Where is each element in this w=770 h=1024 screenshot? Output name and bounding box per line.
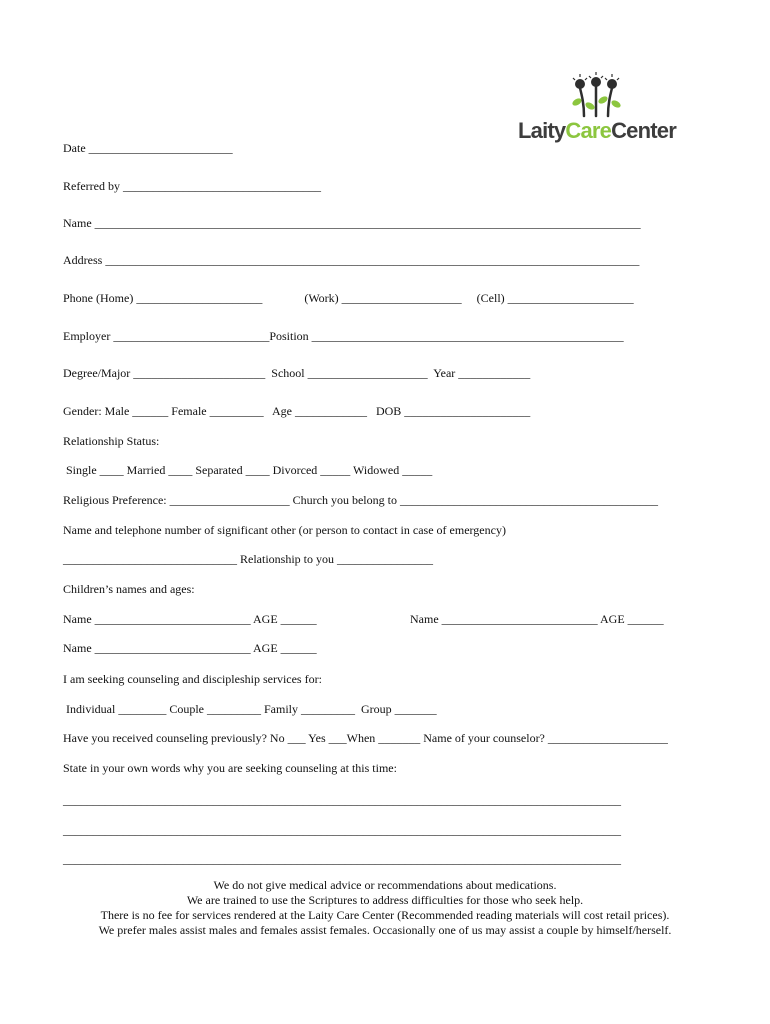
date-field[interactable]: Date ________________________ — [63, 141, 233, 155]
logo-wordmark: LaityCareCenter — [518, 118, 676, 143]
service-type-options[interactable]: Individual ________ Couple _________ Family _________ Group _______ — [63, 702, 437, 716]
laity-care-center-logo — [518, 72, 688, 150]
phone-fields[interactable]: Phone (Home) _____________________ (Work) ____________________ (Cell) _____________________ — [63, 291, 634, 305]
previous-counseling-fields[interactable]: Have you received counseling previously? No ___ Yes ___When _______ Name of your counselor? ____________________ — [63, 731, 668, 745]
gender-age-dob-fields[interactable]: Gender: Male ______ Female _________ Age ____________ DOB _____________________ — [63, 404, 531, 418]
footer-line: We do not give medical advice or recommendations about medications. — [213, 878, 557, 892]
children-label: Children’s names and ages: — [63, 582, 195, 596]
footer-line: We are trained to use the Scriptures to address difficulties for those who seek help. — [186, 893, 584, 907]
emergency-contact-fields[interactable]: _____________________________ Relationship to you ________________ — [63, 552, 433, 566]
footer-line: We prefer males assist males and females assist females. Occasionally one of us may assist a couple by himself/herself. — [98, 923, 672, 937]
religious-preference-church-fields[interactable]: Religious Preference: ____________________ Church you belong to ___________________________________________ — [63, 493, 658, 507]
referred-by-field[interactable]: Referred by _________________________________ — [63, 179, 321, 193]
reason-answer-line-2[interactable]: _____________________________________________________________________________________________ — [63, 823, 621, 837]
relationship-status-options[interactable]: Single ____ Married ____ Separated ____ Divorced _____ Widowed _____ — [63, 463, 433, 477]
child-1-field[interactable]: Name __________________________ AGE ______ — [63, 612, 317, 626]
address-field[interactable]: Address _________________________________________________________________________________________ — [63, 253, 640, 267]
reason-answer-line-3[interactable]: _____________________________________________________________________________________________ — [63, 852, 621, 866]
flower-sprout-icon — [570, 72, 626, 118]
policy-notice — [62, 878, 708, 938]
relationship-status-label: Relationship Status: — [63, 434, 160, 448]
degree-school-year-fields[interactable]: Degree/Major ______________________ School ____________________ Year ____________ — [63, 366, 531, 380]
footer-line: There is no fee for services rendered at the Laity Care Center (Recommended reading materials will cost retail prices). — [100, 908, 670, 922]
child-2-field[interactable]: Name __________________________ AGE ______ — [410, 612, 664, 626]
child-3-field[interactable]: Name __________________________ AGE ______ — [63, 641, 317, 655]
employer-position-fields[interactable]: Employer __________________________Position ____________________________________________________ — [63, 329, 624, 343]
services-sought-label: I am seeking counseling and discipleship services for: — [63, 672, 322, 686]
emergency-contact-label: Name and telephone number of significant other (or person to contact in case of emergency) — [63, 523, 506, 537]
name-field[interactable]: Name ___________________________________________________________________________________________ — [63, 216, 641, 230]
reason-label: State in your own words why you are seeking counseling at this time: — [63, 761, 397, 775]
reason-answer-line-1[interactable]: _____________________________________________________________________________________________ — [63, 793, 621, 807]
